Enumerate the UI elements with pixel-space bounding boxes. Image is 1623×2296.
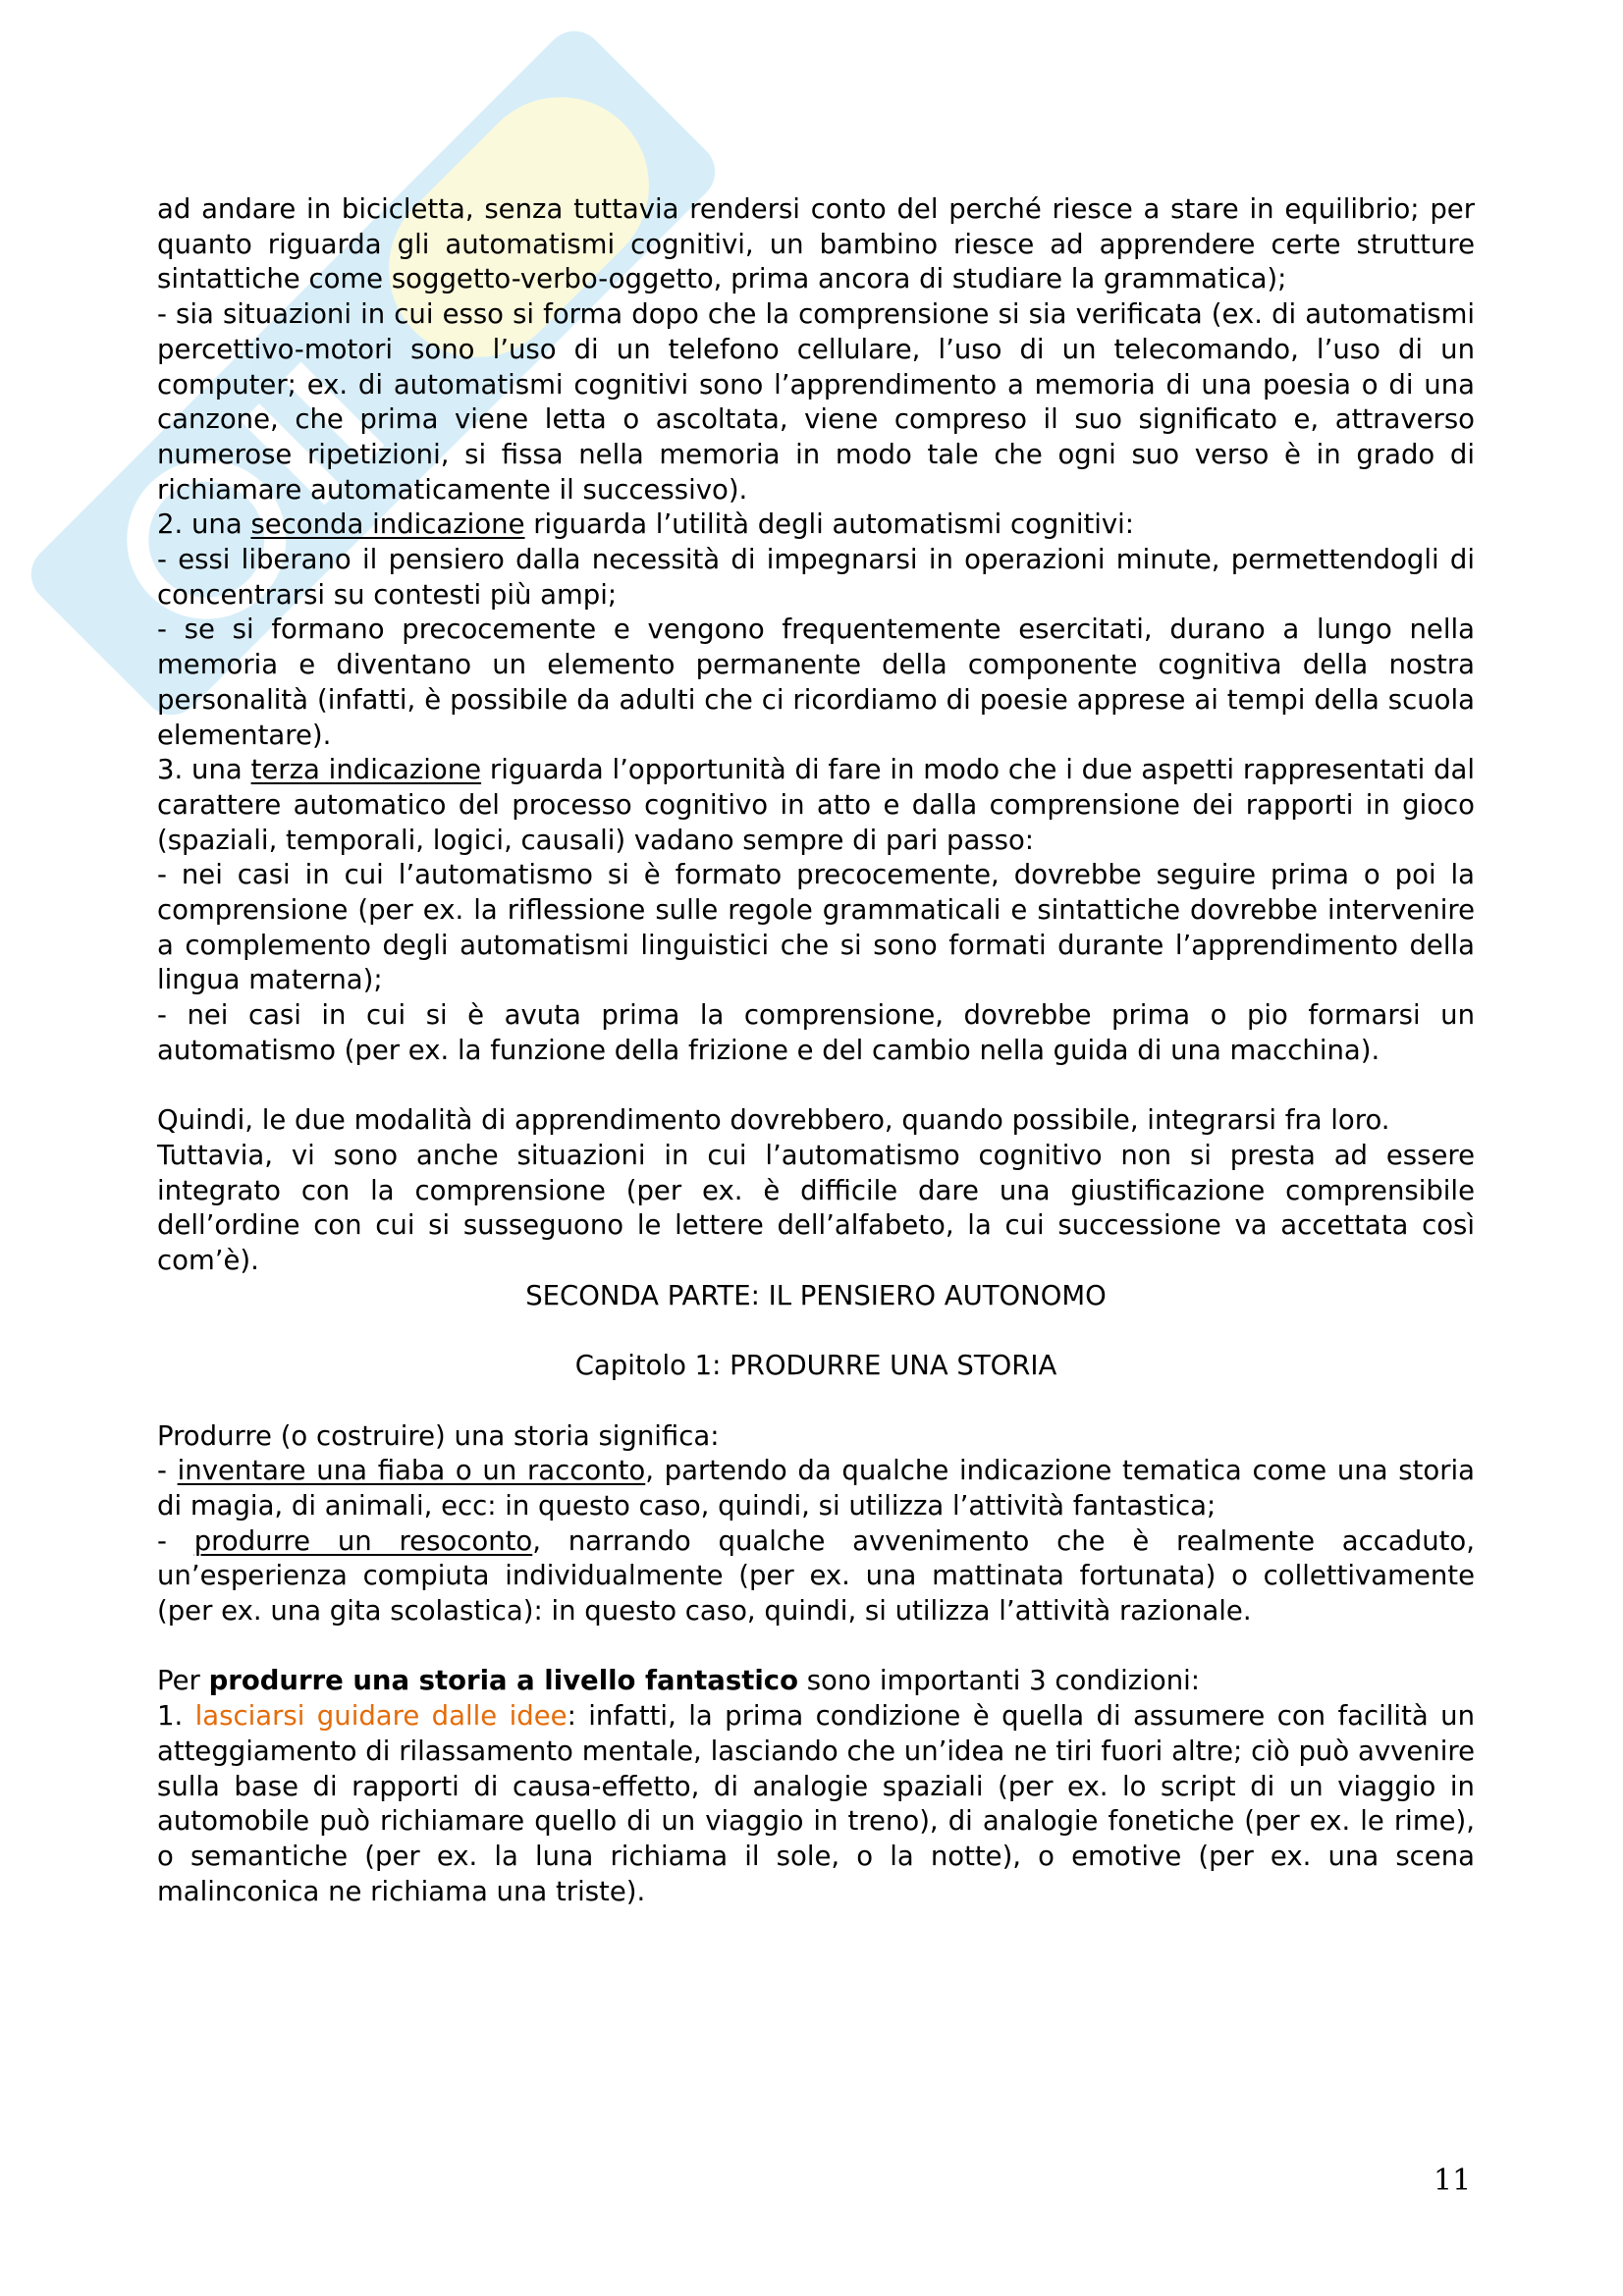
text-run: 3. una xyxy=(157,754,251,786)
spacer xyxy=(157,1629,1475,1665)
paragraph: - nei casi in cui si è avuta prima la comprensione, dovrebbe prima o pio formarsi un automatismo (per ex. la funzione della frizione e del cambio nella guida di una macchina). xyxy=(157,999,1475,1066)
highlighted-term: lasciarsi guidare dalle idee xyxy=(194,1700,568,1733)
paragraph xyxy=(157,1664,1475,1699)
text-run: 1. xyxy=(157,1700,195,1733)
paragraph xyxy=(157,1524,1475,1629)
section-heading: SECONDA PARTE: IL PENSIERO AUTONOMO xyxy=(525,1279,1107,1311)
paragraph xyxy=(157,507,1475,543)
paragraph: Tuttavia, vi sono anche situazioni in cui l’automatismo cognitivo non si presta ad essere integrato con la comprensione (per ex. è difficile dare una giustificazione comprensibile dell’ordine con cui si susseguono le lettere dell’alfabeto, la cui successione va accettata così com’è). xyxy=(157,1139,1475,1277)
text-run: sono importanti 3 condizioni: xyxy=(797,1665,1201,1697)
bold-term: produrre una storia a livello fantastico xyxy=(208,1665,798,1697)
paragraph xyxy=(157,1699,1475,1909)
paragraph: - sia situazioni in cui esso si forma dopo che la comprensione si sia verificata (ex. di automatismi percettivo-motori sono l’uso di un telefono cellulare, l’uso di un telecomando, l’uso di un computer; ex. di automatismi cognitivi sono l’apprendimento a memoria di una poesia o di una canzone, che prima viene letta o ascoltata, viene compreso il suo significato e, attraverso numerose ripetizioni, si fissa nella memoria in modo tale che ogni suo verso è in grado di richiamare automaticamente il successivo). xyxy=(157,298,1475,506)
paragraph: Quindi, le due modalità di apprendimento dovrebbero, quando possibile, integrarsi fra loro. xyxy=(157,1104,1390,1137)
spacer xyxy=(157,1313,1475,1349)
page-number: 11 xyxy=(1434,2163,1472,2198)
paragraph: - se si formano precocemente e vengono frequentemente esercitati, durano a lungo nella memoria e diventano un elemento permanente della componente cognitiva della nostra personalità (infatti, è possibile da adulti che ci ricordiamo di poesie apprese ai tempi della scuola elementare). xyxy=(157,614,1475,751)
paragraph xyxy=(157,753,1475,858)
paragraph: ad andare in bicicletta, senza tuttavia rendersi conto del perché riesce a stare in equilibrio; per quanto riguarda gli automatismi cognitivi, un bambino riesce ad apprendere certe strutture sintattiche come soggetto-verbo-oggetto, prima ancora di studiare la grammatica); xyxy=(157,193,1475,295)
underlined-term: produrre un resoconto xyxy=(193,1524,533,1557)
paragraph: Produrre (o costruire) una storia significa: xyxy=(157,1419,720,1452)
text-run: riguarda l’opportunità di fare in modo che i due aspetti rappresentati dal carattere automatico del processo cognitivo in atto e dalla comprensione dei rapporti in gioco (spaziali, temporali, logici, causali) vadano sempre di pari passo: xyxy=(157,754,1476,856)
paragraph: - essi liberano il pensiero dalla necessità di impegnarsi in operazioni minute, permettendogli di concentrarsi su contesti più ampi; xyxy=(157,544,1475,611)
text-run: - xyxy=(157,1455,178,1487)
spacer xyxy=(157,1384,1475,1419)
text-run: Per xyxy=(157,1665,209,1697)
paragraph xyxy=(157,1454,1475,1523)
underlined-term: inventare una fiaba o un racconto xyxy=(177,1455,646,1487)
text-run: : infatti, la prima condizione è quella di assumere con facilità un atteggiamento di rilassamento mentale, lasciando che un’idea ne tiri fuori altre; ciò può avvenire sulla base di rapporti di causa-effetto, di analogie spaziali (per ex. lo script di un viaggio in automobile può richiamare quello di un viaggio in treno), di analogie fonetiche (per ex. le rime), o semantiche (per ex. la luna richiama il sole, o la notte), o emotive (per ex. una scena malinconica ne richiama una triste). xyxy=(157,1700,1475,1907)
spacer xyxy=(157,1069,1475,1104)
text-run: riguarda l’utilità degli automatismi cognitivi: xyxy=(524,508,1135,541)
text-run: 2. una xyxy=(157,508,251,541)
text-run: - xyxy=(157,1524,194,1557)
chapter-heading: Capitolo 1: PRODURRE UNA STORIA xyxy=(574,1350,1057,1382)
text-run: , partendo da qualche indicazione tematica come una storia di magia, di animali, ecc: in questo caso, quindi, si utilizza l’attività fantastica; xyxy=(157,1455,1475,1522)
text-run: , narrando qualche avvenimento che è realmente accaduto, un’esperienza compiuta individualmente (per ex. una mattinata fortunata) o collettivamente (per ex. una gita scolastica): in questo caso, quindi, si utilizza l’attività razionale. xyxy=(157,1524,1475,1628)
document-body xyxy=(157,192,1475,1909)
paragraph: - nei casi in cui l’automatismo si è formato precocemente, dovrebbe seguire prima o poi la comprensione (per ex. la riflessione sulle regole grammaticali e sintattiche dovrebbe intervenire a complemento degli automatismi linguistici che si sono formati durante l’apprendimento della lingua materna); xyxy=(157,859,1475,996)
underlined-term: seconda indicazione xyxy=(250,508,525,541)
underlined-term: terza indicazione xyxy=(250,754,482,786)
